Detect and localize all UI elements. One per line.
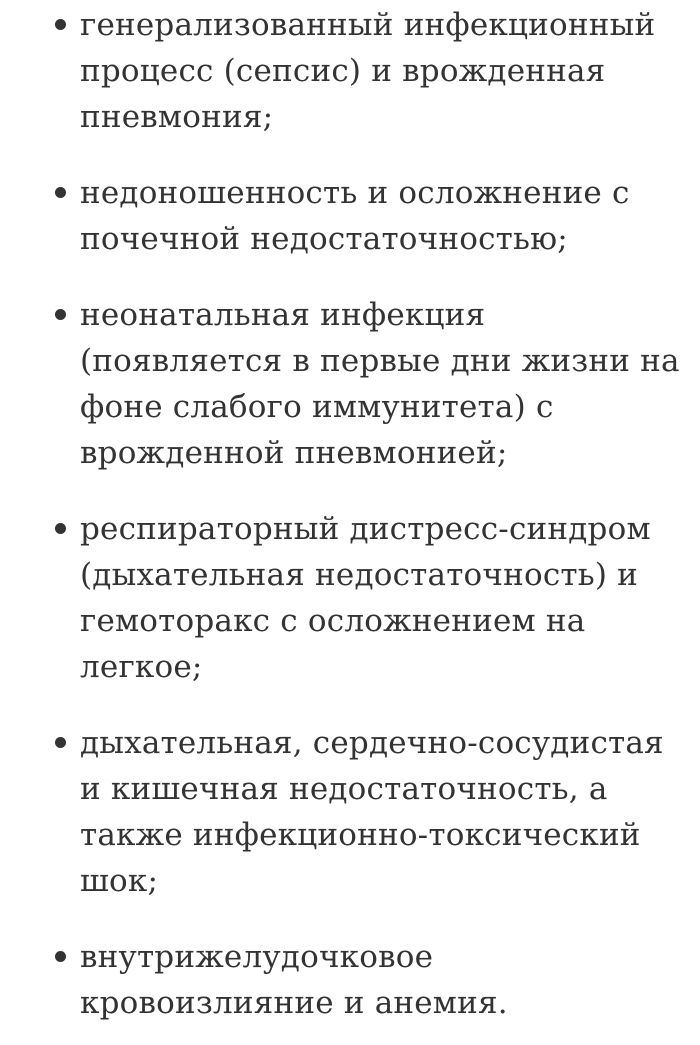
bullet-icon (55, 523, 66, 534)
list-item-line: гемоторакс с осложнением на (80, 603, 586, 639)
list-item-line: врожденной пневмонией; (80, 435, 508, 471)
list-item-line: процесс (сепсис) и врожденная (80, 53, 606, 89)
list-item-line: респираторный дистресс-синдром (80, 511, 651, 547)
bullet-icon (55, 19, 66, 30)
conditions-list (55, 2, 680, 1026)
list-item-text (80, 720, 664, 904)
bullet-icon (55, 309, 66, 320)
bullet-icon (55, 187, 66, 198)
list-item-text (80, 2, 655, 140)
list-item (55, 934, 670, 1026)
list-item-line: почечной недостаточностью; (80, 221, 568, 257)
list-item-line: также инфекционно-токсический (80, 817, 641, 853)
list-item-line: шок; (80, 863, 159, 899)
list-item-line: дыхательная, сердечно-сосудистая (80, 725, 664, 761)
bullet-icon (55, 737, 66, 748)
list-item-line: и кишечная недостаточность, а (80, 771, 608, 807)
list-item-line: внутрижелудочковое (80, 939, 434, 975)
list-item (55, 2, 670, 140)
list-item-line: неонатальная инфекция (80, 297, 486, 333)
list-item-text (80, 292, 680, 476)
list-item-text (80, 170, 630, 262)
list-item-line: кровоизлияние и анемия. (80, 985, 508, 1021)
list-item-line: недоношенность и осложнение с (80, 175, 630, 211)
bullet-icon (55, 951, 66, 962)
list-item-text (80, 934, 508, 1026)
list-item-line: пневмония; (80, 99, 274, 135)
list-item-line: (появляется в первые дни жизни на (80, 343, 680, 379)
list-item-line: легкое; (80, 649, 203, 685)
list-item-line: (дыхательная недостаточность) и (80, 557, 639, 593)
list-item (55, 292, 680, 476)
list-item-text (80, 506, 651, 690)
list-item-line: фоне слабого иммунитета) с (80, 389, 554, 425)
list-item (55, 170, 670, 262)
list-item (55, 720, 670, 904)
list-item-line: генерализованный инфекционный (80, 7, 656, 43)
list-item (55, 506, 670, 690)
